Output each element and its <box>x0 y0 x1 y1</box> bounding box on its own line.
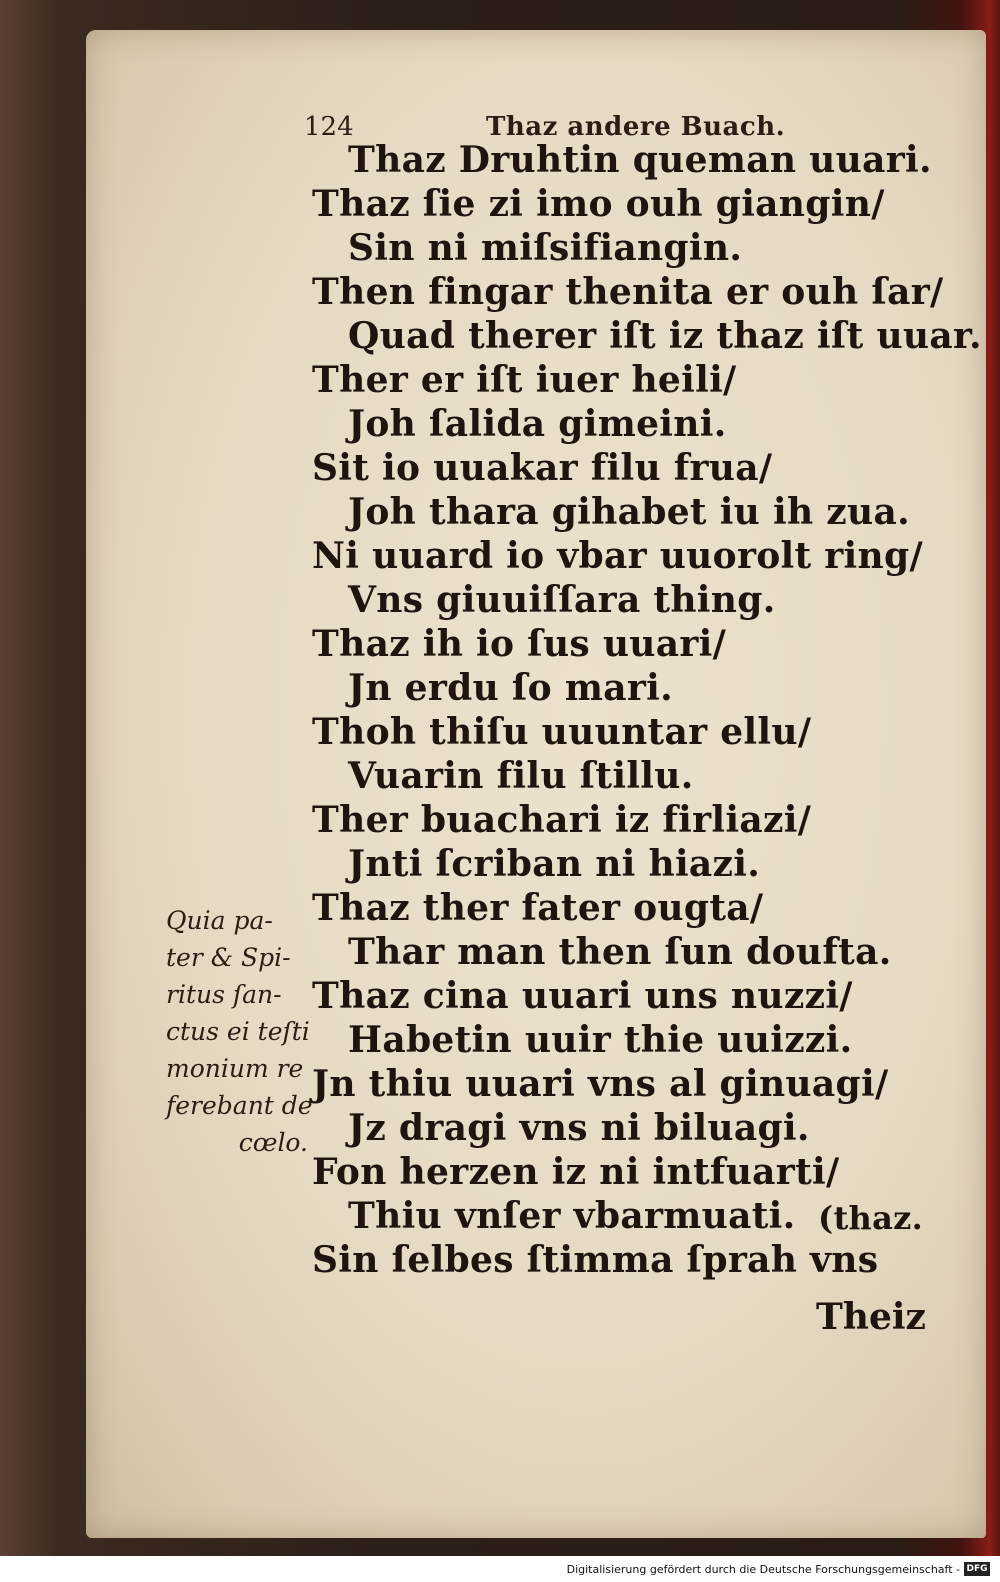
verse-line: Then fingar thenita er ouh ſar/ <box>312 271 944 313</box>
marginal-note-line: ritus ſan- <box>166 980 282 1009</box>
verse-line: Jnti ſcriban ni hiazi. <box>348 843 761 885</box>
book-page <box>86 30 986 1538</box>
verse-line: Quad therer iſt iz thaz iſt uuar. <box>348 315 982 357</box>
verse-line: Ther buachari iz firliazi/ <box>312 799 812 841</box>
verse-line: Habetin uuir thie uuizzi. <box>348 1019 853 1061</box>
verse-line: Thoh thiſu uuuntar ellu/ <box>312 711 812 753</box>
dfg-logo: DFG <box>964 1562 990 1576</box>
funding-notice: Digitalisierung gefördert durch die Deutsche Forschungsgemeinschaft - <box>566 1563 960 1576</box>
page-number: 124 <box>304 112 354 142</box>
verse-line: Thiu vnſer vbarmuati. <box>348 1195 796 1237</box>
running-title: Thaz andere Buach. <box>486 112 786 142</box>
verse-line: Thaz ih io ſus uuari/ <box>312 623 727 665</box>
marginal-note-line: Quia pa- <box>166 906 273 935</box>
verse-line: Thar man then ſun doufta. <box>348 931 892 973</box>
continuation-word: (thaz. <box>818 1199 924 1237</box>
verse-line: Sin ſelbes ſtimma ſprah vns <box>312 1239 879 1281</box>
marginal-note-line: cœlo. <box>238 1128 308 1157</box>
marginal-note-line: ctus ei teſti <box>166 1017 310 1046</box>
digitization-footer <box>0 1556 1000 1582</box>
verse-line: Jn thiu uuari vns al ginuagi/ <box>312 1063 889 1105</box>
marginal-note-line: ferebant de <box>166 1091 313 1120</box>
verse-line: Joh thara gihabet iu ih zua. <box>348 491 910 533</box>
verse-line: Sit io uuakar filu frua/ <box>312 447 773 489</box>
verse-line: Thaz Druhtin queman uuari. <box>348 139 932 181</box>
verse-line: Jn erdu ſo mari. <box>348 667 673 709</box>
marginal-note <box>166 902 316 1161</box>
verse-line: Jz dragi vns ni biluagi. <box>348 1107 810 1149</box>
verse-line: Joh ſalida gimeini. <box>348 403 727 445</box>
marginal-note-line: ter & Spi- <box>166 943 291 972</box>
marginal-note-line: monium re <box>166 1054 304 1083</box>
verse-line: Sin ni miſsifiangin. <box>348 227 743 269</box>
verse-line: Ni uuard io vbar uuorolt ring/ <box>312 535 923 577</box>
verse-line: Ther er iſt iuer heili/ <box>312 359 737 401</box>
verse-line: Fon herzen iz ni intfuarti/ <box>312 1151 840 1193</box>
verse-line: Thaz cina uuari uns nuzzi/ <box>312 975 853 1017</box>
verse-line: Thaz ther fater ougta/ <box>312 887 764 929</box>
catchword: Theiz <box>816 1296 926 1338</box>
verse-line: Vns giuuiſſara thing. <box>348 579 776 621</box>
verse-line: Thaz ſie zi imo ouh giangin/ <box>312 183 885 225</box>
verse-line: Vuarin filu ſtillu. <box>348 755 694 797</box>
